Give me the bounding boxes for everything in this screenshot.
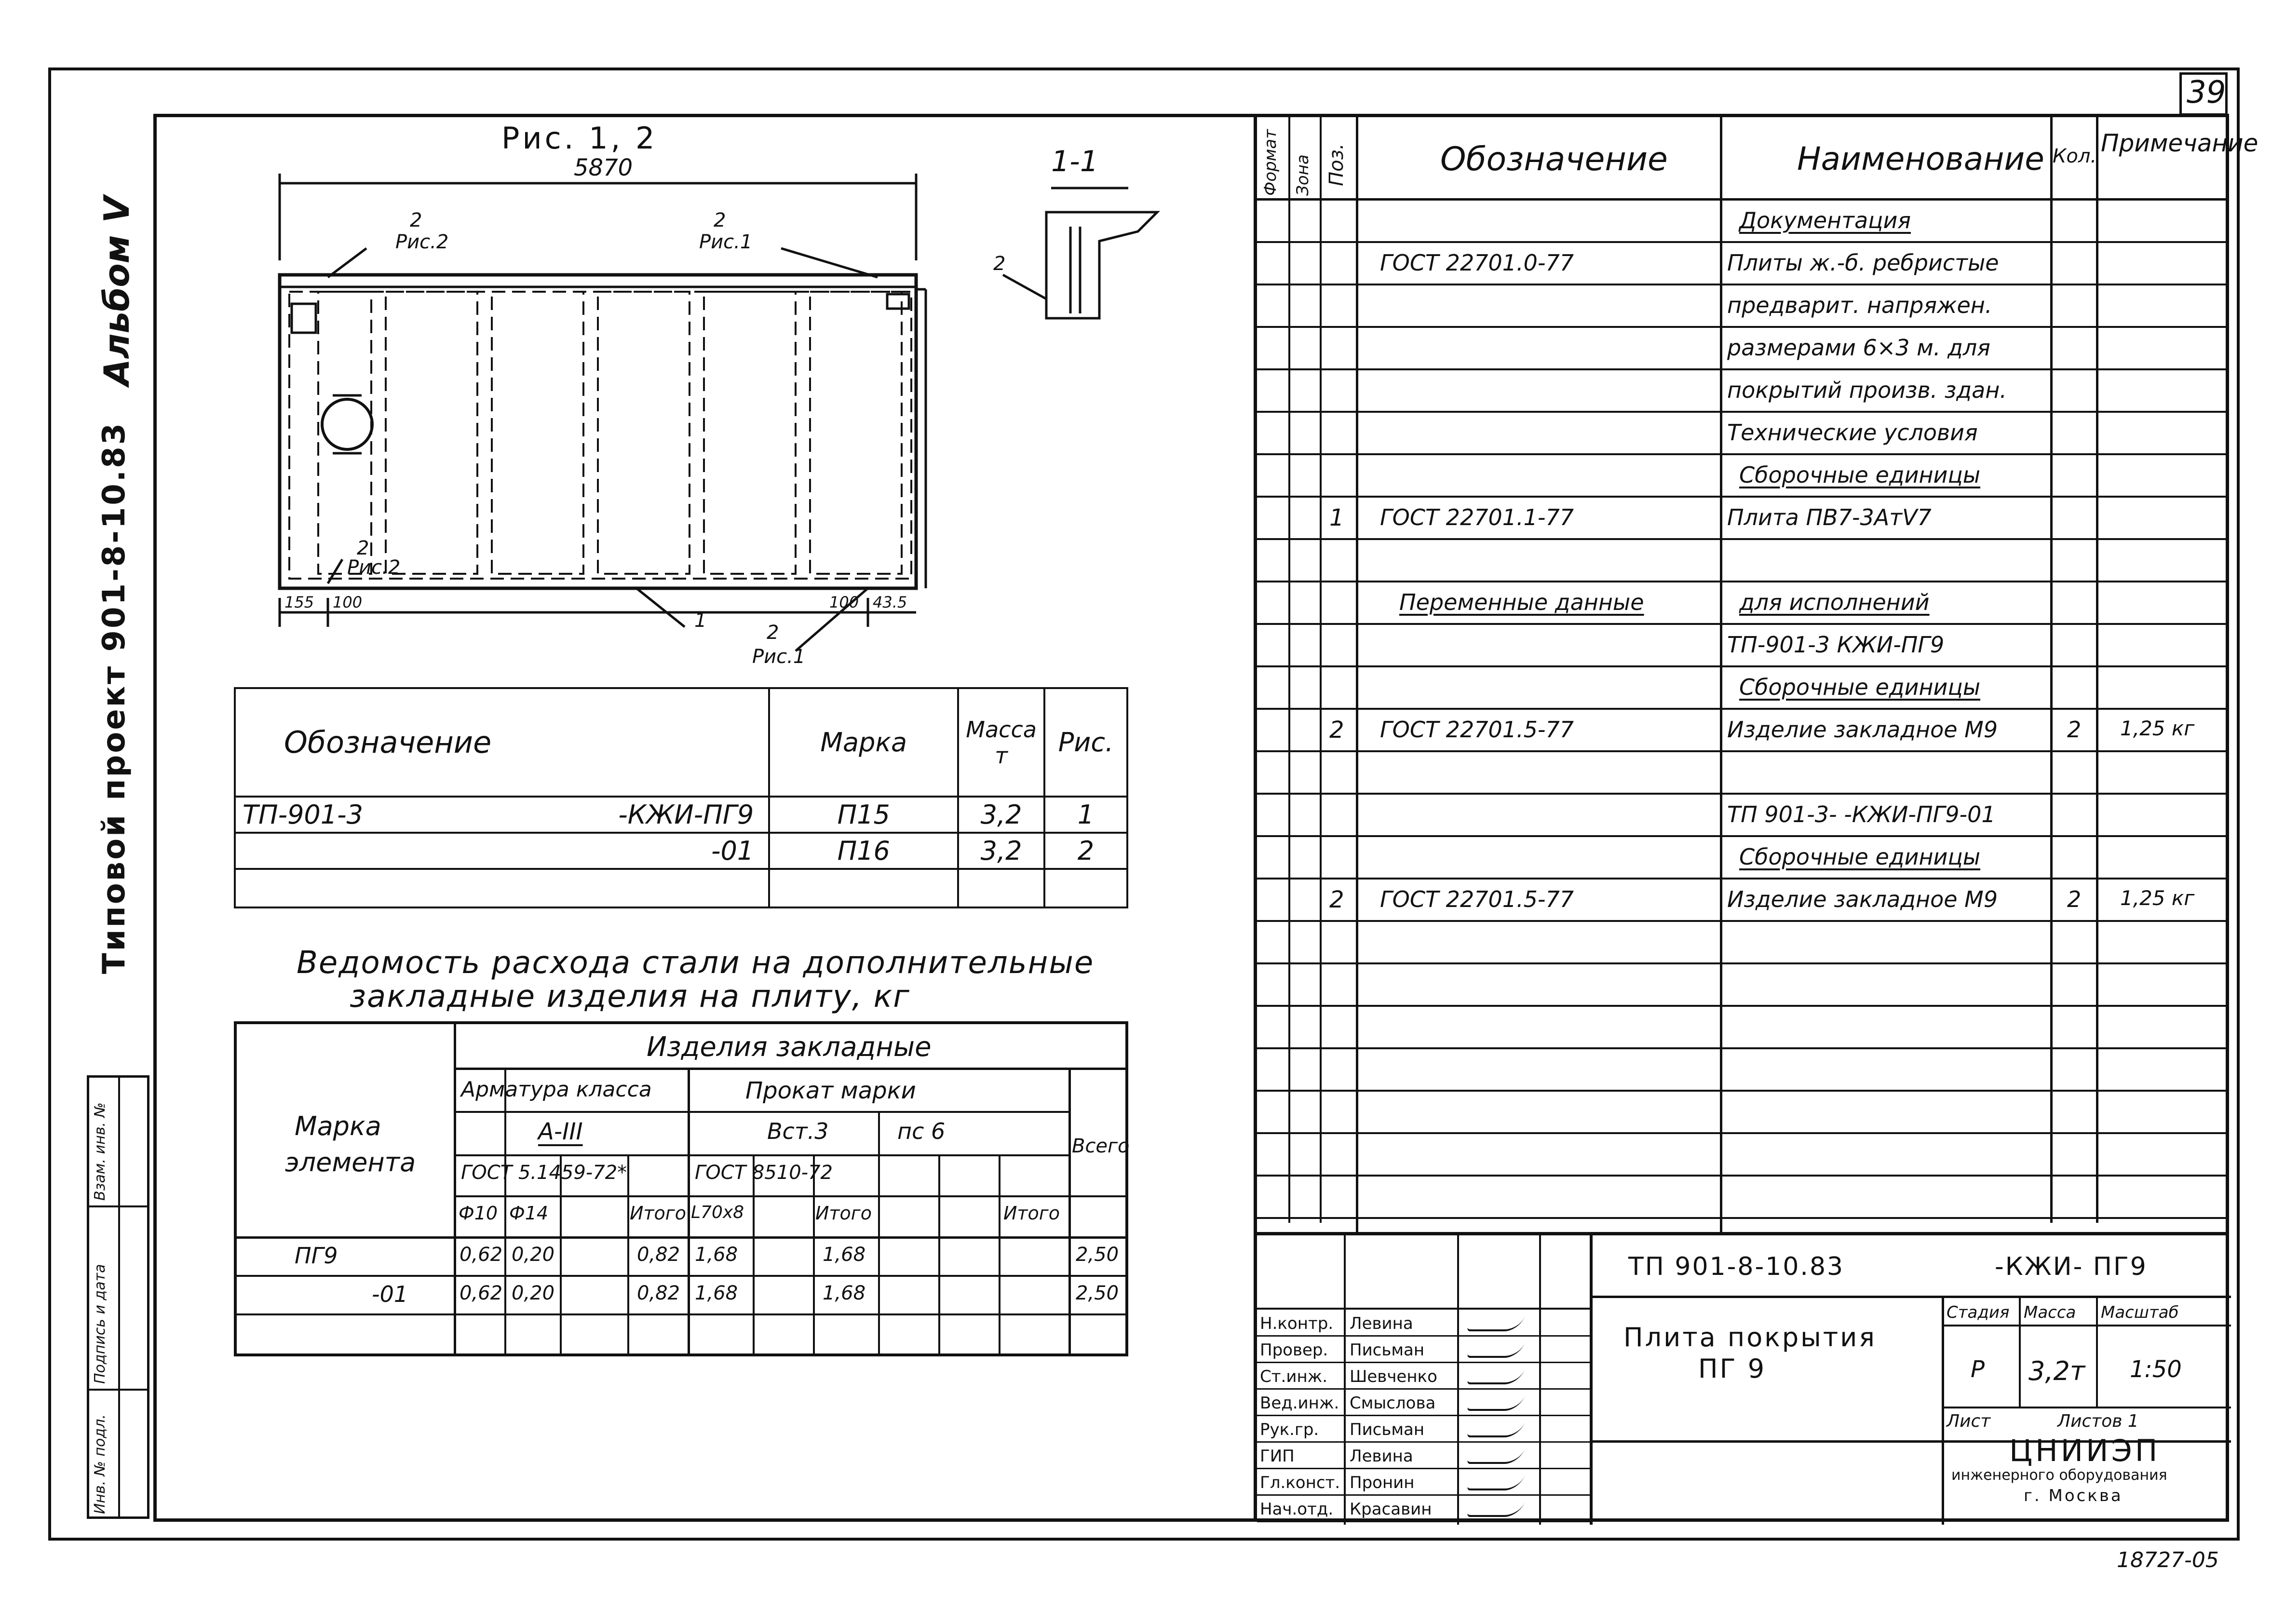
tb-stage-label: Стадия bbox=[1947, 1303, 2010, 1322]
spec-row bbox=[1257, 1092, 2229, 1134]
spec-name: Изделие закладное М9 bbox=[1727, 886, 1998, 912]
spec-designation: ГОСТ 22701.5-77 bbox=[1380, 717, 1574, 743]
steel-row2-total1: 0,82 bbox=[637, 1282, 680, 1304]
spec-designation: ГОСТ 22701.0-77 bbox=[1380, 250, 1574, 276]
overall-dimension: 5870 bbox=[574, 154, 633, 181]
steel-rolled-gost: ГОСТ 8510-72 bbox=[695, 1162, 833, 1184]
spec-name: ТП-901-3 КЖИ-ПГ9 bbox=[1727, 632, 1945, 658]
spec-note: 1,25 кг bbox=[2120, 886, 2195, 910]
spec-header-zone: Зона bbox=[1293, 154, 1312, 196]
signature-scribble bbox=[1466, 1448, 1525, 1464]
signer-role: Вед.инж. bbox=[1260, 1394, 1339, 1413]
spec-designation: ГОСТ 22701.5-77 bbox=[1380, 886, 1574, 912]
spec-name: Технические условия bbox=[1727, 420, 1978, 446]
signer-name: Левина bbox=[1350, 1314, 1413, 1333]
spec-designation: Переменные данные bbox=[1399, 589, 1644, 615]
tb-org-name: ЦНИИЭП bbox=[2009, 1433, 2161, 1468]
callout-9: Рис.1 bbox=[752, 646, 806, 668]
signer-row bbox=[1257, 1363, 1590, 1390]
spec-row bbox=[1257, 880, 2229, 922]
signer-name: Пронин bbox=[1350, 1473, 1415, 1492]
marks-row2-fig: 2 bbox=[1044, 833, 1127, 869]
dim-100-right: 100 bbox=[829, 593, 859, 611]
marks-header-mark: Марка bbox=[769, 688, 958, 797]
steel-rolled-ps: пс 6 bbox=[897, 1118, 946, 1144]
marks-row1-suffix: -КЖИ-ПГ9 bbox=[618, 799, 754, 830]
marks-header-fig: Рис. bbox=[1044, 688, 1127, 797]
callout-4: Рис.1 bbox=[699, 231, 753, 253]
steel-row1-f14: 0,20 bbox=[512, 1244, 555, 1266]
tb-org-city: г. Москва bbox=[2024, 1486, 2123, 1505]
spec-row bbox=[1257, 837, 2229, 880]
signer-name: Письман bbox=[1350, 1340, 1425, 1360]
margin-stamp-row-2 bbox=[87, 1389, 149, 1391]
spec-row bbox=[1257, 455, 2229, 498]
table-row bbox=[235, 833, 1127, 869]
steel-sub-total2: Итого bbox=[815, 1203, 872, 1224]
table-row bbox=[235, 797, 1127, 833]
signer-role: Ст.инж. bbox=[1260, 1367, 1328, 1386]
steel-sub-f10: Ф10 bbox=[459, 1203, 498, 1224]
signer-row bbox=[1257, 1416, 1590, 1443]
marks-row1-designation: ТП-901-3 bbox=[243, 799, 363, 830]
steel-title-line1: Ведомость расхода стали на дополнительные bbox=[297, 945, 1095, 981]
signer-name: Смыслова bbox=[1350, 1394, 1436, 1413]
spec-name: Сборочные единицы bbox=[1739, 844, 1981, 870]
spec-row bbox=[1257, 625, 2229, 667]
tb-org-sub: инженерного оборудования bbox=[1951, 1467, 2167, 1484]
tb-title-2: ПГ 9 bbox=[1698, 1353, 1767, 1384]
signer-name: Красавин bbox=[1350, 1500, 1432, 1519]
spec-row bbox=[1257, 1177, 2229, 1219]
tb-sheets-label: Листов 1 bbox=[2057, 1411, 2139, 1431]
signer-row bbox=[1257, 1469, 1590, 1496]
spec-qty: 2 bbox=[2067, 886, 2082, 912]
title-block bbox=[1254, 1232, 2229, 1522]
marks-row2-mass: 3,2 bbox=[958, 833, 1044, 869]
tb-scale: 1:50 bbox=[2130, 1356, 2182, 1383]
signer-role: ГИП bbox=[1260, 1447, 1295, 1466]
steel-row2-total2: 1,68 bbox=[823, 1282, 866, 1304]
marks-header-designation: Обозначение bbox=[235, 688, 769, 797]
tb-mass-label: Масса bbox=[2024, 1303, 2076, 1322]
steel-col-mark-1: Марка bbox=[295, 1111, 381, 1141]
spec-row bbox=[1257, 413, 2229, 455]
spec-name: Сборочные единицы bbox=[1739, 462, 1981, 488]
steel-armature-class: А-III bbox=[538, 1118, 583, 1145]
spec-name: Плита ПВ7-3АтV7 bbox=[1727, 504, 1932, 530]
signer-role: Гл.конст. bbox=[1260, 1473, 1340, 1492]
callout-5: 2 bbox=[357, 537, 369, 559]
spec-row bbox=[1257, 667, 2229, 710]
signer-row bbox=[1257, 1337, 1590, 1363]
album-label: Альбом V bbox=[96, 196, 137, 386]
spec-row bbox=[1257, 1007, 2229, 1049]
steel-row1-total1: 0,82 bbox=[637, 1244, 680, 1266]
spec-header-qty: Кол. bbox=[2053, 145, 2097, 167]
margin-stamp-sign: Подпись и дата bbox=[92, 1264, 108, 1384]
steel-sub-angle: L70x8 bbox=[691, 1203, 744, 1222]
steel-row2-f10: 0,62 bbox=[460, 1282, 503, 1304]
signature-scribble bbox=[1466, 1395, 1525, 1411]
spec-pos: 2 bbox=[1329, 717, 1344, 744]
spec-header-pos: Поз. bbox=[1325, 143, 1348, 186]
callout-10: 2 bbox=[993, 253, 1006, 275]
sheet-number: 39 bbox=[2187, 75, 2226, 110]
signer-row bbox=[1257, 1496, 1590, 1522]
signer-row bbox=[1257, 1390, 1590, 1416]
margin-stamp-replace: Взам. инв. № bbox=[92, 1102, 108, 1201]
spec-table bbox=[1254, 114, 2258, 1232]
spec-row bbox=[1257, 922, 2229, 964]
tb-sheet-label: Лист bbox=[1947, 1411, 1991, 1431]
callout-3: 2 bbox=[714, 209, 726, 231]
steel-row2-mark: -01 bbox=[372, 1281, 408, 1307]
signer-row bbox=[1257, 1443, 1590, 1469]
tb-scale-label: Масштаб bbox=[2101, 1303, 2179, 1322]
marks-header-mass: Масса т bbox=[958, 688, 1044, 797]
dim-155: 155 bbox=[284, 593, 314, 611]
marks-row1-mark: П15 bbox=[769, 797, 958, 833]
steel-row1-total2: 1,68 bbox=[823, 1244, 866, 1266]
steel-sub-total1: Итого bbox=[630, 1203, 687, 1224]
spec-row bbox=[1257, 285, 2229, 328]
spec-pos: 1 bbox=[1329, 504, 1344, 531]
steel-table bbox=[234, 1021, 1128, 1356]
spec-name: Сборочные единицы bbox=[1739, 674, 1981, 700]
marks-row1-mass: 3,2 bbox=[958, 797, 1044, 833]
spec-name: предварит. напряжен. bbox=[1727, 292, 1992, 318]
spec-row bbox=[1257, 201, 2229, 243]
steel-col-mark-2: элемента bbox=[285, 1147, 416, 1177]
margin-stamp-inv: Инв. № подл. bbox=[92, 1414, 108, 1514]
marks-row2-suffix: -01 bbox=[235, 833, 769, 869]
steel-rolled: Прокат марки bbox=[745, 1077, 916, 1104]
archive-number: 18727-05 bbox=[2117, 1548, 2219, 1572]
callout-2: Рис.2 bbox=[395, 231, 449, 253]
spec-row bbox=[1257, 498, 2229, 540]
dim-43: 43.5 bbox=[873, 593, 907, 611]
signature-scribble bbox=[1466, 1342, 1525, 1358]
spec-row bbox=[1257, 328, 2229, 370]
signer-name: Левина bbox=[1350, 1447, 1413, 1466]
signature-scribble bbox=[1466, 1316, 1525, 1331]
spec-row bbox=[1257, 1049, 2229, 1092]
spec-row bbox=[1257, 752, 2229, 795]
steel-sub-total3: Итого bbox=[1003, 1203, 1060, 1224]
tb-mass: 3,2т bbox=[2028, 1356, 2085, 1386]
spec-row bbox=[1257, 795, 2229, 837]
tb-doc-suffix: -КЖИ- ПГ9 bbox=[1995, 1252, 2148, 1281]
marks-table bbox=[234, 687, 1128, 908]
steel-total-header: Всего bbox=[1072, 1135, 1130, 1157]
section-label: 1-1 bbox=[1051, 145, 1098, 178]
spec-row bbox=[1257, 964, 2229, 1007]
spec-pos: 2 bbox=[1329, 886, 1344, 913]
signer-role: Нач.отд. bbox=[1260, 1500, 1334, 1519]
callout-7: 1 bbox=[694, 609, 707, 632]
signature-scribble bbox=[1466, 1369, 1525, 1384]
steel-row2-angle: 1,68 bbox=[695, 1282, 738, 1304]
tb-doc-code: ТП 901-8-10.83 bbox=[1628, 1252, 1845, 1281]
spec-row bbox=[1257, 370, 2229, 413]
steel-row2-f14: 0,20 bbox=[512, 1282, 555, 1304]
dim-100-left: 100 bbox=[333, 593, 363, 611]
margin-stamp-divider bbox=[118, 1075, 120, 1519]
tb-stage: Р bbox=[1971, 1356, 1985, 1383]
spec-note: 1,25 кг bbox=[2120, 717, 2195, 740]
signer-name: Письман bbox=[1350, 1420, 1425, 1439]
callout-6: Рис.2 bbox=[347, 556, 401, 579]
spec-qty: 2 bbox=[2067, 717, 2082, 743]
signature-scribble bbox=[1466, 1502, 1525, 1517]
spec-header-designation: Обозначение bbox=[1440, 140, 1668, 178]
spec-header-name: Наименование bbox=[1797, 140, 2044, 177]
margin-stamp-row-1 bbox=[87, 1205, 149, 1207]
signature-scribble bbox=[1466, 1475, 1525, 1490]
steel-row1-f10: 0,62 bbox=[460, 1244, 503, 1266]
steel-rolled-grade: Вст.3 bbox=[767, 1118, 829, 1144]
signer-role: Провер. bbox=[1260, 1340, 1328, 1360]
steel-armature-gost: ГОСТ 5.1459-72* bbox=[461, 1162, 627, 1184]
signer-name: Шевченко bbox=[1350, 1367, 1437, 1386]
spec-name: размерами 6×3 м. для bbox=[1727, 335, 1990, 361]
spec-header-note: Примечание bbox=[2101, 129, 2258, 157]
marks-row2-mark: П16 bbox=[769, 833, 958, 869]
spec-row bbox=[1257, 582, 2229, 625]
spec-designation: ГОСТ 22701.1-77 bbox=[1380, 504, 1574, 530]
callout-8: 2 bbox=[767, 622, 779, 644]
signer-role: Н.контр. bbox=[1260, 1314, 1334, 1333]
steel-row1-total: 2,50 bbox=[1076, 1244, 1119, 1266]
steel-group-header: Изделия закладные bbox=[647, 1031, 932, 1063]
figure-title: Рис. 1, 2 bbox=[501, 121, 658, 156]
marks-row1-fig: 1 bbox=[1044, 797, 1127, 833]
spec-row bbox=[1257, 243, 2229, 285]
spec-name: для исполнений bbox=[1739, 589, 1930, 615]
steel-row1-mark: ПГ9 bbox=[295, 1243, 338, 1269]
signer-row bbox=[1257, 1310, 1590, 1337]
steel-title-line2: закладные изделия на плиту, кг bbox=[350, 979, 910, 1015]
spec-row bbox=[1257, 1134, 2229, 1177]
signer-role: Рук.гр. bbox=[1260, 1420, 1319, 1439]
spec-header-format: Формат bbox=[1261, 129, 1280, 196]
spec-row bbox=[1257, 710, 2229, 752]
plate-drawing bbox=[251, 164, 1167, 675]
spec-name: покрытий произв. здан. bbox=[1727, 377, 2007, 403]
project-label: Типовой проект 901-8-10.83 bbox=[96, 421, 132, 974]
steel-sub-f14: Ф14 bbox=[509, 1203, 549, 1224]
steel-armature: Арматура класса bbox=[461, 1077, 652, 1102]
steel-row1-angle: 1,68 bbox=[695, 1244, 738, 1266]
spec-name: Документация bbox=[1739, 207, 1911, 233]
signature-scribble bbox=[1466, 1422, 1525, 1437]
spec-row bbox=[1257, 540, 2229, 582]
callout-1: 2 bbox=[410, 209, 422, 231]
tb-title-1: Плита покрытия bbox=[1623, 1322, 1877, 1353]
spec-name: Плиты ж.-б. ребристые bbox=[1727, 250, 1999, 276]
steel-row2-total: 2,50 bbox=[1076, 1282, 1119, 1304]
spec-name: Изделие закладное М9 bbox=[1727, 717, 1998, 743]
spec-name: ТП 901-3- -КЖИ-ПГ9-01 bbox=[1727, 801, 1996, 827]
